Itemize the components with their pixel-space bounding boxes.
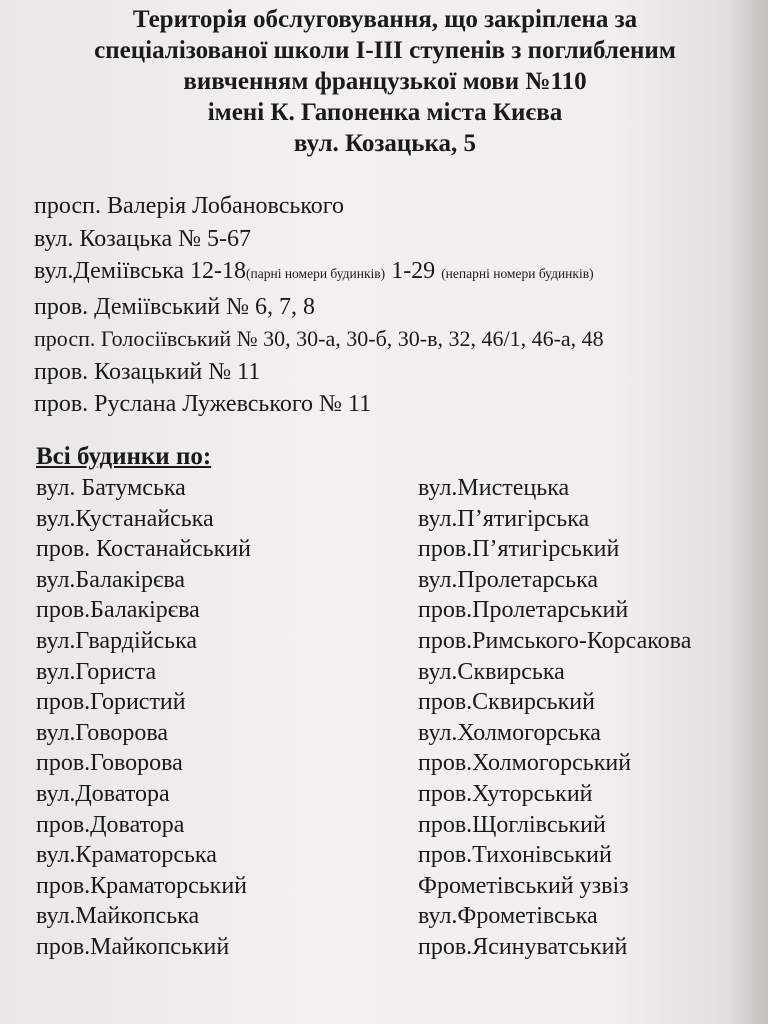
address-note-odd: (непарні номери будинків) [441,266,594,281]
street-item: пров.Майкопський [36,933,230,960]
street-item: пров.Щоглівський [418,811,606,838]
streets-right-column [418,473,691,963]
street-item: пров.Гористий [36,689,186,716]
street-item: пров.Римського-Корсакова [418,627,692,654]
street-item: пров.Хуторський [418,780,593,807]
street-item: вул.Краматорська [36,842,217,869]
street-item: пров.Сквирський [418,689,595,716]
street-item: вул.Говорова [36,719,169,746]
street-item: Фрометівський узвіз [418,872,629,899]
address-item [34,255,604,291]
title-line: Територія обслуговування, що закріплена за [132,6,638,33]
street-item: вул.Майкопська [36,903,200,930]
address-note-even: (парні номери будинків) [246,266,386,281]
title-line: вивченням французької мови №110 [183,68,587,95]
address-item: вул. Козацька № 5-67 [34,225,252,252]
street-item: пров.Ясинуватський [418,933,628,960]
street-item: пров.Краматорський [36,872,248,899]
title-line: спеціалізованої школи І-ІІІ ступенів з поглибленим [94,37,676,64]
street-item: вул.Балакірєва [36,566,186,593]
street-item: пров.Балакірєва [36,597,200,624]
address-main: вул.Деміївська 12-18 [34,258,247,284]
street-item: вул.Холмогорська [418,719,601,746]
street-item: вул.Кустанайська [36,505,214,532]
document-title [30,4,740,159]
street-item: вул.Гориста [36,658,157,685]
street-item: вул.Пролетарська [418,566,599,593]
street-item: пров.П’ятигірський [418,536,620,563]
title-line: вул. Козацька, 5 [293,130,477,157]
street-item: вул.П’ятигірська [418,505,590,532]
title-line: імені К. Гапоненка міста Києва [207,99,563,126]
street-item: вул.Мистецька [418,475,570,501]
street-item: пров.Тихонівський [418,842,612,869]
all-houses-heading: Всі будинки по: [36,443,212,470]
street-item: пров.Говорова [36,750,183,777]
address-range-odd: 1-29 [385,258,442,284]
address-list [34,190,604,421]
streets-left-column [36,473,251,963]
address-item: просп. Валерія Лобановського [34,193,345,219]
street-item: вул.Доватора [36,780,170,807]
address-item: просп. Голосіївський № 30, 30-а, 30-б, 30-в, 32, 46/1, 46-а, 48 [34,326,604,351]
street-item: пров.Пролетарський [418,597,629,624]
address-item: пров. Козацький № 11 [34,358,261,385]
street-item: вул.Сквирська [418,658,565,685]
address-item: пров. Руслана Лужевського № 11 [34,391,372,417]
street-item: пров.Холмогорський [418,750,632,777]
street-item: вул. Батумська [36,475,186,501]
street-item: вул.Фрометівська [418,903,598,930]
street-item: вул.Гвардійська [36,627,198,654]
street-item: пров. Костанайський [36,536,251,563]
address-item: пров. Деміївський № 6, 7, 8 [34,293,316,320]
street-item: пров.Доватора [36,811,185,838]
